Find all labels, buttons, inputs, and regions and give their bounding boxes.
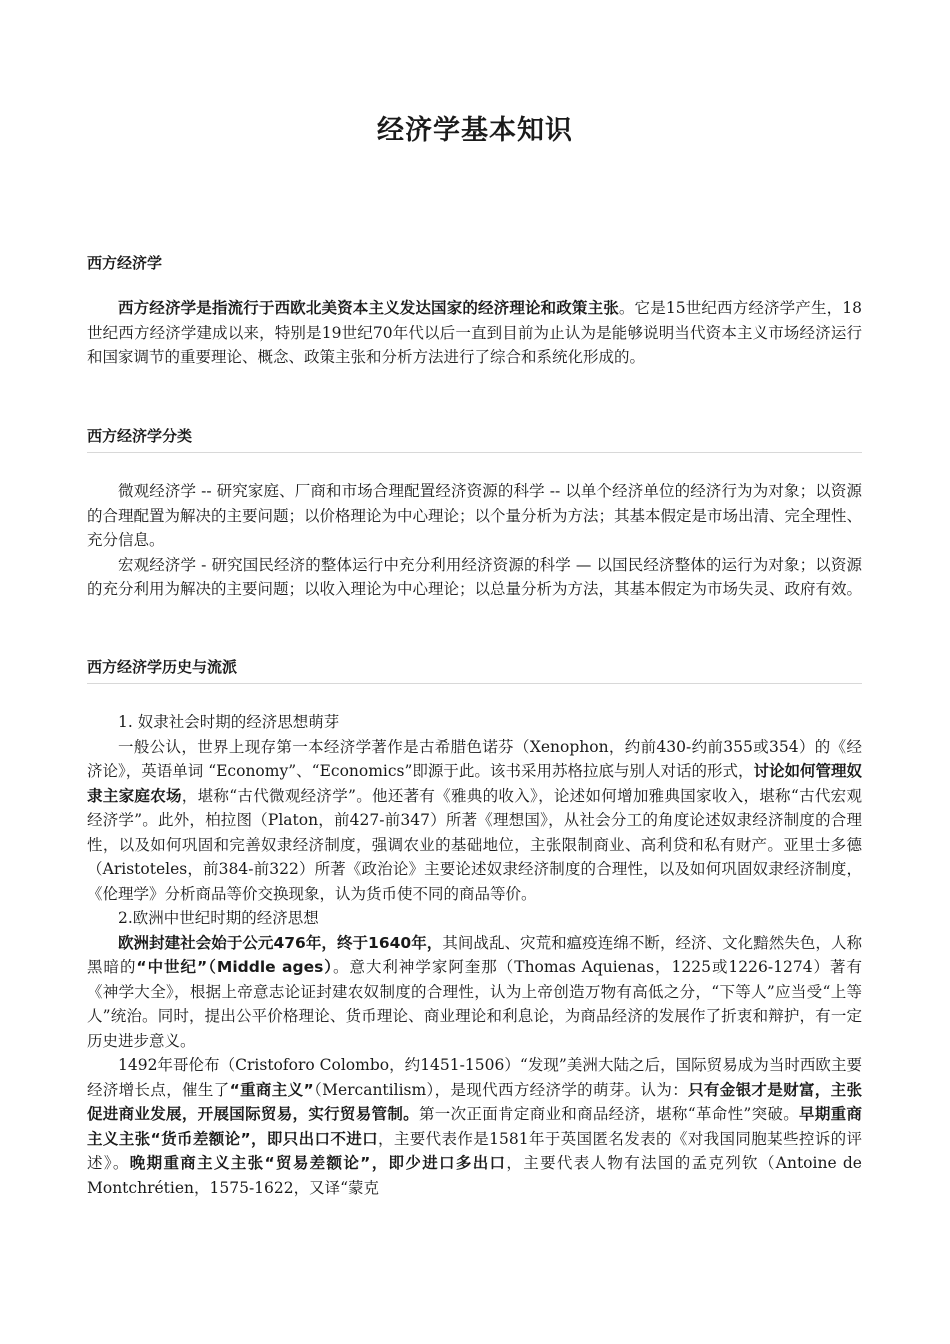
section-body-history bbox=[87, 710, 862, 1200]
bold-text: “中世纪”（Middle ages） bbox=[136, 958, 334, 976]
text: ，主要代表作是1581年于英国匿名发表的《对我国同胞某些控诉的评述》。 bbox=[87, 1129, 862, 1172]
paragraph-microeconomics: 微观经济学 -- 研究家庭、厂商和市场合理配置经济资源的科学 -- 以单个经济单位的经济行为为对象；以资源的合理配置为解决的主要问题；以价格理论为中心理论；以个量分析为方法；其基本假定是市场出清、完全理性、充分信息。 bbox=[87, 482, 863, 549]
text: 。意大利神学家阿奎那（Thomas Aquienas，1225或1226-1274）著有《神学大全》，根据上帝意志论证封建农奴制度的合理性，认为上帝创造万物有高低之分，“下等人”应当受“上等人”统治。同时，提出公平价格理论、货币理论、商业理论和利息论，为商品经济的发展作了折衷和辩护，有一定历史进步意义。 bbox=[87, 958, 862, 1050]
bold-text: 只有金银才是财富，主张促进商业发展，开展国际贸易，实行贸易管制。 bbox=[87, 1080, 862, 1123]
bold-text: 早期重商主义主张“货币差额论”，即只出口不进口 bbox=[87, 1105, 862, 1148]
text: ，主要代表人物有法国的孟克列钦（Antoine de Montchrétien，1575-1622，又译“蒙克 bbox=[87, 1154, 862, 1197]
paragraph bbox=[87, 735, 862, 907]
paragraph-macroeconomics: 宏观经济学 - 研究国民经济的整体运行中充分利用经济资源的科学 — 以国民经济整体的运行为对象；以资源的充分利用为解决的主要问题；以收入理论为中心理论；以总量分析为方法，其基本假定为市场失灵、政府有效。 bbox=[87, 555, 863, 598]
bold-text: 西方经济学是指流行于西欧北美资本主义发达国家的经济理论和政策主张 bbox=[118, 299, 619, 317]
section-heading-western-economics: 西方经济学 bbox=[87, 254, 163, 272]
bold-text: 讨论如何管理奴隶主家庭农场 bbox=[87, 762, 862, 805]
document-title: 经济学基本知识 bbox=[377, 115, 573, 146]
bold-text: 晚期重商主义主张“贸易差额论”，即少进口多出口 bbox=[129, 1154, 507, 1172]
section-heading-classification: 西方经济学分类 bbox=[87, 427, 193, 445]
subheading-middle-ages: 2.欧洲中世纪时期的经济思想 bbox=[118, 909, 319, 927]
paragraph bbox=[87, 296, 862, 370]
section-divider bbox=[87, 683, 862, 684]
text: 其间战乱、灾荒和瘟疫连绵不断，经济、文化黯然失色，人称黑暗的 bbox=[87, 933, 862, 976]
text: 1492年哥伦布（Cristoforo Colombo，约1451-1506）“发现”美洲大陆之后，国际贸易成为当时西欧主要经济增长点，催生了 bbox=[87, 1056, 862, 1099]
text: 。它是15世纪西方经济学产生，18世纪西方经济学建成以来，特别是19世纪70年代以后一直到目前为止认为是能够说明当代资本主义市场经济运行和国家调节的重要理论、概念、政策主张和分析方法进行了综合和系统化形成的。 bbox=[87, 299, 862, 366]
text: （Mercantilism），是现代西方经济学的萌芽。认为： bbox=[313, 1080, 689, 1099]
section-body-western-economics bbox=[87, 296, 862, 370]
section-heading-history: 西方经济学历史与流派 bbox=[87, 658, 238, 676]
section-body-classification bbox=[87, 479, 862, 602]
text: 一般公认，世界上现存第一本经济学著作是古希腊色诺芬（Xenophon，约前430-约前355或354）的《经济论》，英语单词 “Economy”、“Economics”即源于此。该书采用苏格拉底与别人对话的形式， bbox=[87, 737, 862, 780]
text: ，堪称“古代微观经济学”。他还著有《雅典的收入》，论述如何增加雅典国家收入，堪称“古代宏观经济学”。此外，柏拉图（Platon，前427-前347）所著《理想国》，从社会分工的角度论述奴隶经济制度的合理性，以及如何巩固和完善奴隶经济制度，强调农业的基础地位，主张限制商业、高利贷和私有财产。亚里士多德（Aristoteles，前384-前322）所著《政治论》主要论述奴隶经济制度的合理性，以及如何巩固奴隶经济制度，《伦理学》分析商品等价交换现象，认为货币使不同的商品等价。 bbox=[87, 786, 862, 903]
bold-text: 欧洲封建社会始于公元476年，终于1640年， bbox=[118, 933, 443, 952]
subheading-slave-society: 1. 奴隶社会时期的经济思想萌芽 bbox=[118, 713, 340, 731]
paragraph bbox=[87, 1053, 862, 1200]
section-divider bbox=[87, 452, 862, 453]
bold-text: “重商主义” bbox=[229, 1080, 314, 1099]
text: 第一次正面肯定商业和商品经济，堪称“革命性”突破。 bbox=[418, 1105, 800, 1123]
paragraph bbox=[87, 931, 862, 1054]
